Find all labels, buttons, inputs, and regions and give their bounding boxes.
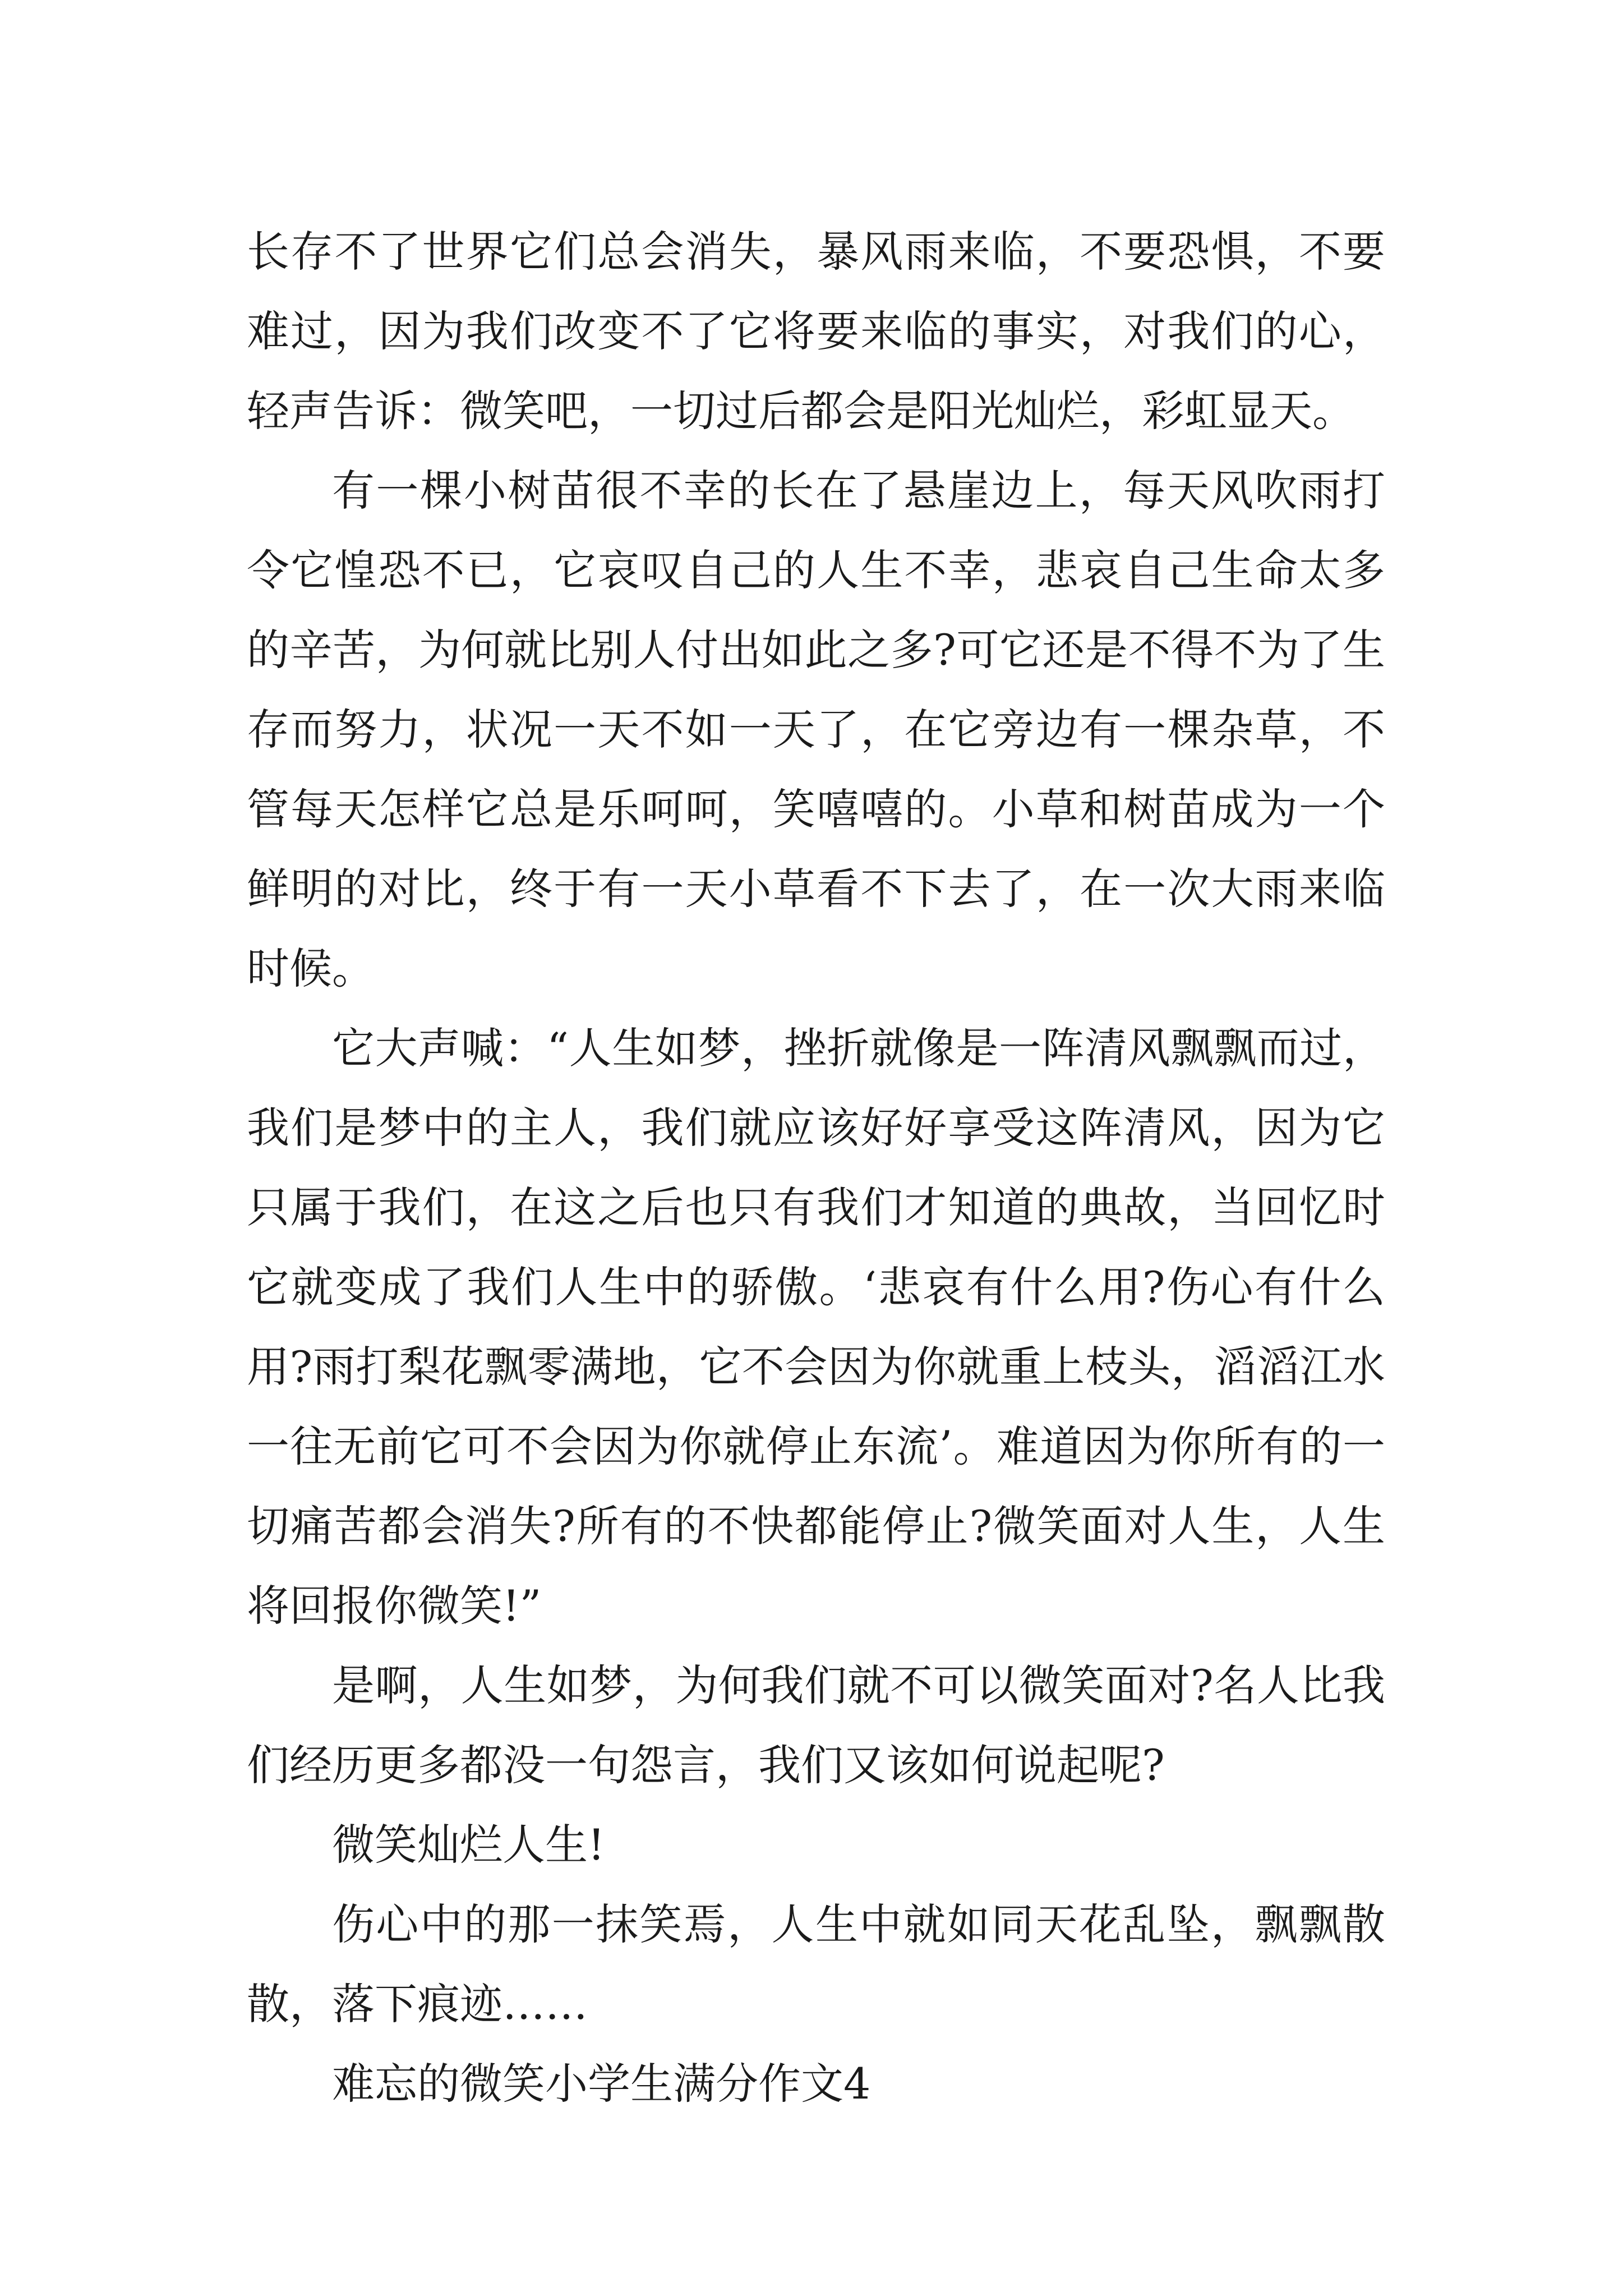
paragraph-1: 长存不了世界它们总会消失，暴风雨来临，不要恐惧，不要难过，因为我们改变不了它将要来临的事实，对我们的心，轻声告诉：微笑吧，一切过后都会是阳光灿烂，彩虹显天。 [247,227,1385,436]
paragraph-5: 微笑灿烂人生! [332,1820,605,1870]
paragraph-3: 它大声喊：“人生如梦，挫折就像是一阵清风飘飘而过，我们是梦中的主人，我们就应该好好享受这阵清风，因为它只属于我们，在这之后也只有我们才知道的典故，当回忆时它就变成了我们人生中的骄傲。‘悲哀有什么用?伤心有什么用?雨打梨花飘零满地，它不会因为你就重上枝头，滔滔江水一往无前它可不会因为你就停止东流’。难道因为你所有的一切痛苦都会消失?所有的不快都能停止?微笑面对人生，人生将回报你微笑!” [247,1023,1385,1631]
paragraph-4: 是啊，人生如梦，为何我们就不可以微笑面对?名人比我们经历更多都没一句怨言，我们又该如何说起呢? [247,1660,1385,1790]
paragraph-2: 有一棵小树苗很不幸的长在了悬崖边上，每天风吹雨打令它惶恐不已，它哀叹自己的人生不幸，悲哀自己生命太多的辛苦，为何就比别人付出如此之多?可它还是不得不为了生存而努力，状况一天不如一天了，在它旁边有一棵杂草，不管每天怎样它总是乐呵呵，笑嘻嘻的。小草和树苗成为一个鲜明的对比，终于有一天小草看不下去了，在一次大雨来临时候。 [247,466,1385,993]
document-body [247,212,1385,2124]
section-heading: 难忘的微笑小学生满分作文4 [332,2059,871,2109]
paragraph-6: 伤心中的那一抹笑焉，人生中就如同天花乱坠，飘飘散散，落下痕迹…… [247,1899,1385,2029]
